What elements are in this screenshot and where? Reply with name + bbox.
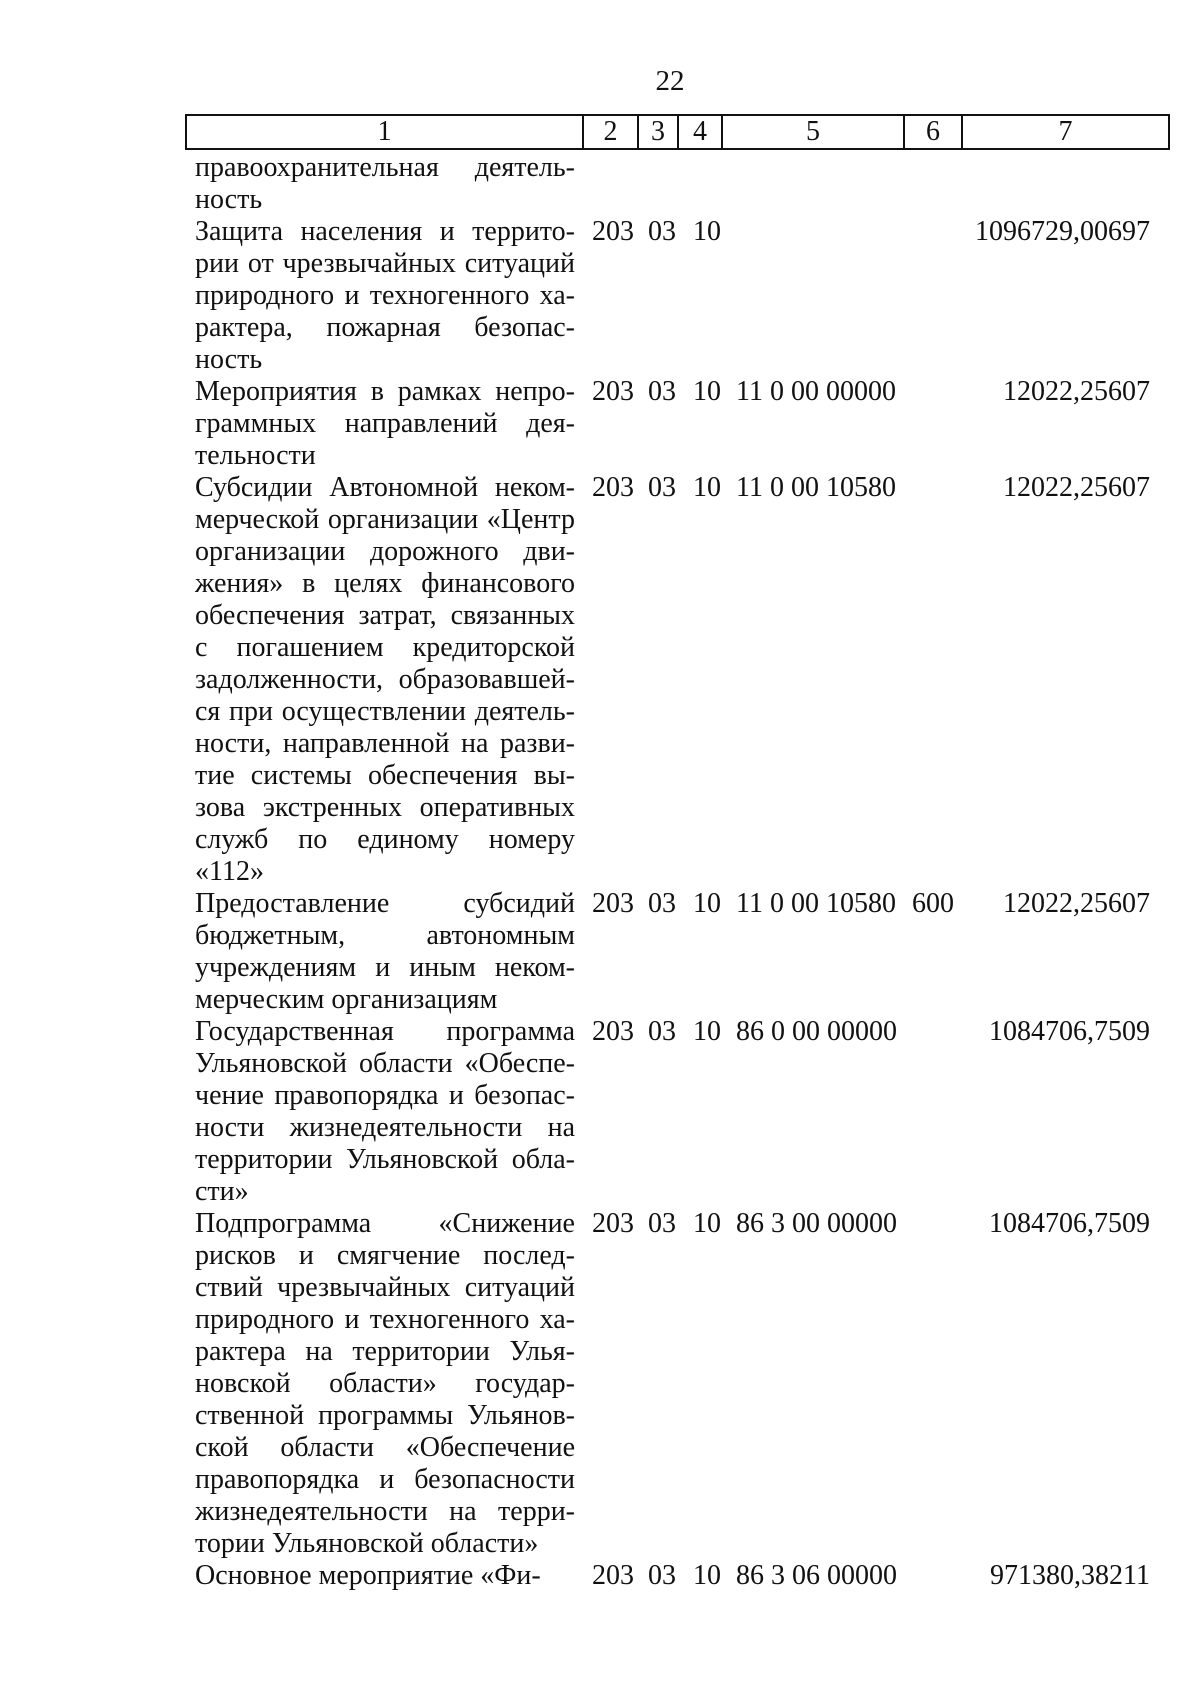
row-name — [195, 216, 575, 376]
row-name-line: правоохранительная деятель- — [195, 152, 575, 183]
column-header-2: 2 — [583, 115, 638, 149]
row-name-line: ской области «Обеспечение — [195, 1432, 575, 1463]
row-subsection-code: 10 — [693, 1208, 721, 1239]
row-name-line: организации дорожного дви- — [195, 536, 575, 567]
row-amount: 1084706,7509 — [989, 1208, 1150, 1239]
row-target-article: 86 3 00 00000 — [736, 1208, 897, 1239]
column-header-row — [186, 115, 1169, 149]
row-subsection-code: 10 — [693, 888, 721, 919]
row-ved-code: 203 — [592, 376, 634, 407]
row-amount: 12022,25607 — [1003, 472, 1150, 503]
row-name-line: ность — [195, 184, 263, 215]
row-name-line: природного и техногенного ха- — [195, 280, 575, 311]
row-amount: 1084706,7509 — [989, 1016, 1150, 1047]
row-subsection-code: 10 — [693, 1560, 721, 1591]
row-name-line: зова экстренных оперативных — [195, 792, 575, 823]
row-name-line: ности жизнедеятельности на — [195, 1112, 575, 1143]
row-name-line: граммных направлений дея- — [195, 408, 575, 439]
row-section-code: 03 — [648, 376, 676, 407]
row-target-article: 11 0 00 10580 — [736, 472, 896, 503]
row-name — [195, 152, 575, 216]
row-name-line: Предоставление субсидий — [195, 888, 575, 919]
row-subsection-code: 10 — [693, 216, 721, 247]
row-target-article: 11 0 00 10580 — [736, 888, 896, 919]
row-name — [195, 888, 575, 1016]
row-ved-code: 203 — [592, 1208, 634, 1239]
row-name-line: сти» — [195, 1176, 249, 1207]
row-subsection-code: 10 — [693, 1016, 721, 1047]
row-name-line: рисков и смягчение послед- — [195, 1240, 575, 1271]
column-header-1: 1 — [186, 115, 583, 149]
row-name-line: бюджетным, автономным — [195, 920, 575, 951]
row-name-line: ности, направленной на разви- — [195, 728, 575, 759]
row-amount: 12022,25607 — [1003, 376, 1150, 407]
row-name — [195, 1208, 575, 1560]
row-subsection-code: 10 — [693, 472, 721, 503]
row-section-code: 03 — [648, 216, 676, 247]
row-target-article: 86 0 00 00000 — [736, 1016, 897, 1047]
row-name-line: ность — [195, 344, 263, 375]
row-ved-code: 203 — [592, 1016, 634, 1047]
row-name-line: Основное мероприятие «Фи- — [195, 1560, 541, 1591]
row-name-line: чение правопорядка и безопас- — [195, 1080, 575, 1111]
row-name-line: природного и техногенного ха- — [195, 1304, 575, 1335]
row-subsection-code: 10 — [693, 376, 721, 407]
row-name-line: жизнедеятельности на терри- — [195, 1496, 575, 1527]
row-name-line: рактера, пожарная безопас- — [195, 312, 575, 343]
row-name-line: территории Ульяновской обла- — [195, 1144, 575, 1175]
row-name-line: ствий чрезвычайных ситуаций — [195, 1272, 575, 1303]
row-ved-code: 203 — [592, 472, 634, 503]
row-section-code: 03 — [648, 1016, 676, 1047]
row-name-line: тельности — [195, 440, 316, 471]
row-name-line: правопорядка и безопасности — [195, 1464, 575, 1495]
row-section-code: 03 — [648, 888, 676, 919]
row-section-code: 03 — [648, 1208, 676, 1239]
column-header-6: 6 — [904, 115, 962, 149]
row-section-code: 03 — [648, 472, 676, 503]
row-name-line: с погашением кредиторской — [195, 632, 575, 663]
row-amount: 1096729,00697 — [975, 216, 1150, 247]
row-ved-code: 203 — [592, 1560, 634, 1591]
row-name-line: ственной программы Ульянов- — [195, 1400, 575, 1431]
row-name-line: Подпрограмма «Снижение — [195, 1208, 575, 1239]
column-header-7: 7 — [962, 115, 1169, 149]
row-ved-code: 203 — [592, 888, 634, 919]
row-name-line: служб по единому номеру — [195, 824, 575, 855]
row-name-line: мерческой организации «Центр — [195, 504, 575, 535]
row-name-line: ся при осуществлении деятель- — [195, 696, 575, 727]
row-name-line: тие системы обеспечения вы- — [195, 760, 575, 791]
row-name-line: новской области» государ- — [195, 1368, 575, 1399]
column-header-4: 4 — [678, 115, 722, 149]
row-target-article: 86 3 06 00000 — [736, 1560, 897, 1591]
row-expense-type: 600 — [912, 888, 954, 919]
row-name — [195, 376, 575, 472]
row-amount: 12022,25607 — [1003, 888, 1150, 919]
row-name — [195, 472, 575, 888]
row-name-line: обеспечения затрат, связанных — [195, 600, 575, 631]
row-name-line: Субсидии Автономной неком- — [195, 472, 575, 503]
page-number: 22 — [655, 65, 685, 97]
row-name — [195, 1016, 575, 1208]
row-name — [195, 1560, 575, 1592]
column-header-3: 3 — [638, 115, 678, 149]
row-name-line: мерческим организациям — [195, 984, 498, 1015]
row-section-code: 03 — [648, 1560, 676, 1591]
row-name-line: Государственная программа — [195, 1016, 575, 1047]
row-name-line: тории Ульяновской области» — [195, 1528, 539, 1559]
row-name-line: Мероприятия в рамках непро- — [195, 376, 575, 407]
row-name-line: задолженности, образовавшей- — [195, 664, 575, 695]
column-header-table — [185, 114, 1170, 150]
row-name-line: рактера на территории Улья- — [195, 1336, 575, 1367]
row-name-line: «112» — [195, 856, 264, 887]
row-name-line: Защита населения и террито- — [195, 216, 575, 247]
column-header-5: 5 — [722, 115, 904, 149]
row-name-line: жения» в целях финансового — [195, 568, 575, 599]
row-target-article: 11 0 00 00000 — [736, 376, 896, 407]
row-name-line: учреждениям и иным неком- — [195, 952, 575, 983]
row-name-line: рии от чрезвычайных ситуаций — [195, 248, 575, 279]
row-name-line: Ульяновской области «Обеспе- — [195, 1048, 575, 1079]
row-ved-code: 203 — [592, 216, 634, 247]
row-amount: 971380,38211 — [990, 1560, 1150, 1591]
